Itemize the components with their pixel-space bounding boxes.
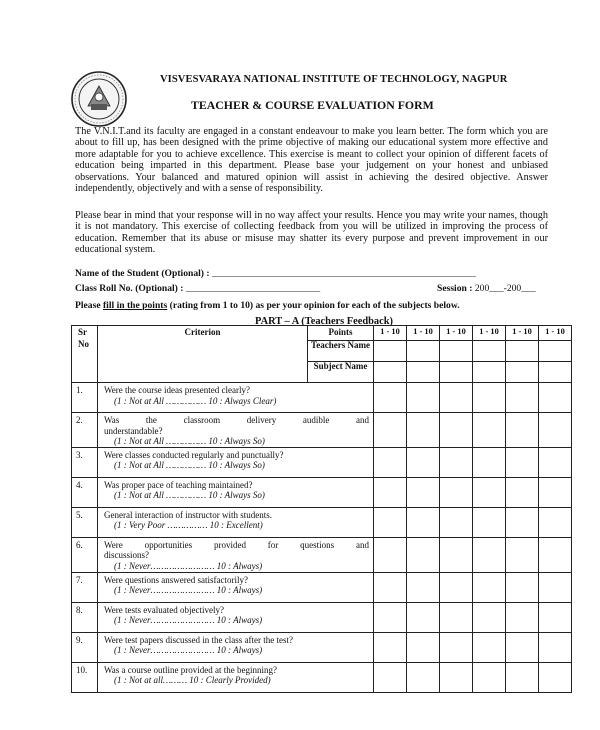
question-text-cell — [98, 413, 374, 448]
question-row — [72, 537, 572, 572]
question-text-cell — [98, 507, 374, 537]
question-text: Was the classroom delivery audible and — [104, 415, 369, 425]
question-text: Were questions answered satisfactorily? — [104, 574, 248, 585]
rating-cell[interactable] — [506, 602, 539, 632]
question-row — [72, 383, 572, 413]
question-row — [72, 447, 572, 477]
rating-cell[interactable] — [473, 572, 506, 602]
rating-cell[interactable] — [539, 507, 572, 537]
rating-cell[interactable] — [407, 602, 440, 632]
roll-no-field[interactable] — [75, 283, 320, 294]
teacher-name-cell[interactable] — [440, 341, 473, 362]
question-row — [72, 662, 572, 692]
rating-cell[interactable] — [473, 662, 506, 692]
teachers-name-header: Teachers Name — [308, 341, 374, 362]
rating-cell[interactable] — [506, 413, 539, 448]
rating-cell[interactable] — [506, 662, 539, 692]
rating-cell[interactable] — [374, 447, 407, 477]
rating-cell[interactable] — [539, 572, 572, 602]
rating-cell[interactable] — [440, 507, 473, 537]
roll-no-line[interactable]: ____________________________ — [185, 283, 321, 294]
question-scale: (1 : Never…………………… 10 : Always) — [114, 615, 263, 626]
rating-cell[interactable] — [539, 602, 572, 632]
question-number: 1. — [72, 383, 98, 413]
rating-cell[interactable] — [407, 632, 440, 662]
rating-cell[interactable] — [374, 477, 407, 507]
question-text: Were opportunities provided for questions and — [104, 539, 369, 550]
intro-paragraph-1: The V.N.I.T.and its faculty are engaged in a constant endeavour to make you learn better. The form which you are about to fill up, has been designed with the prime objective of making our educational system more effective and more adaptable for you to achieve excellence. This exercise is meant to collect your opinion of different facets of education being imparted in this department. Please base your judgement on your honest and unbiased observations. Your balanced and matured opinion will assist in achieving the desired objective. Answer independently, objectively and with a sense of responsibility. — [75, 126, 548, 195]
rating-cell[interactable] — [506, 383, 539, 413]
question-row — [72, 632, 572, 662]
rating-cell[interactable] — [539, 662, 572, 692]
question-number: 3. — [72, 447, 98, 477]
subject-name-cell[interactable] — [407, 362, 440, 383]
student-name-label: Name of the Student (Optional) : — [75, 268, 210, 279]
institute-seal-icon — [70, 70, 128, 128]
teacher-name-cell[interactable] — [407, 341, 440, 362]
question-text-cell — [98, 383, 374, 413]
rating-cell[interactable] — [506, 477, 539, 507]
student-name-field[interactable] — [75, 268, 476, 279]
rating-cell[interactable] — [473, 632, 506, 662]
subject-name-header: Subject Name — [308, 362, 374, 383]
question-scale: (1 : Never…………………… 10 : Always) — [114, 645, 263, 656]
question-scale: (1 : Never…………………… 10 : Always) — [114, 560, 263, 571]
question-scale: (1 : Not at All …………… 10 : Always So) — [114, 436, 265, 447]
session-label: Session : — [437, 283, 473, 294]
rating-cell[interactable] — [374, 662, 407, 692]
question-text: Were tests evaluated objectively? — [104, 604, 224, 615]
question-scale: (1 : Not at All …………… 10 : Always So) — [114, 490, 265, 501]
rating-header: 1 - 10 — [440, 326, 473, 341]
question-text-cell — [98, 662, 374, 692]
sr-no-header: Sr No — [72, 326, 98, 383]
rating-instructions — [75, 300, 460, 311]
rating-cell[interactable] — [407, 537, 440, 572]
rating-cell[interactable] — [506, 507, 539, 537]
rating-cell[interactable] — [407, 572, 440, 602]
question-row — [72, 507, 572, 537]
question-number: 7. — [72, 572, 98, 602]
rating-cell[interactable] — [539, 413, 572, 448]
rating-cell[interactable] — [407, 507, 440, 537]
rating-cell[interactable] — [374, 383, 407, 413]
rating-header: 1 - 10 — [374, 326, 407, 341]
rating-cell[interactable] — [407, 477, 440, 507]
instructions-underlined: fill in the points — [102, 300, 168, 311]
subject-name-cell[interactable] — [374, 362, 407, 383]
rating-cell[interactable] — [374, 602, 407, 632]
question-row — [72, 413, 572, 448]
rating-cell[interactable] — [506, 632, 539, 662]
instructions-prefix: Please — [75, 300, 103, 311]
rating-cell[interactable] — [473, 507, 506, 537]
criterion-header: Criterion — [98, 326, 308, 383]
rating-cell[interactable] — [473, 413, 506, 448]
subject-name-cell[interactable] — [539, 362, 572, 383]
rating-cell[interactable] — [374, 507, 407, 537]
question-text: General interaction of instructor with students. — [104, 509, 272, 520]
rating-cell[interactable] — [539, 632, 572, 662]
rating-cell[interactable] — [473, 602, 506, 632]
points-header: Points — [308, 326, 374, 341]
question-text-cell — [98, 477, 374, 507]
teacher-name-cell[interactable] — [539, 341, 572, 362]
question-scale: (1 : Very Poor …………… 10 : Excellent) — [114, 520, 263, 531]
rating-cell[interactable] — [473, 383, 506, 413]
rating-cell[interactable] — [374, 537, 407, 572]
form-title: TEACHER & COURSE EVALUATION FORM — [191, 98, 434, 112]
question-scale: (1 : Not at all……… 10 : Clearly Provided) — [114, 675, 271, 686]
intro-paragraph-2: Please bear in mind that your response will in no way affect your results. Hence you may write your names, though it is not mandatory. This exercise of collecting feedback from you will be utilized in improving the process of education. Remember that its abuse or misuse may shatter its every purpose and prevent improvement in our educational system. — [75, 210, 548, 256]
question-scale: (1 : Never…………………… 10 : Always) — [114, 585, 263, 596]
rating-header: 1 - 10 — [506, 326, 539, 341]
rating-cell[interactable] — [440, 537, 473, 572]
rating-cell[interactable] — [440, 632, 473, 662]
teacher-name-cell[interactable] — [473, 341, 506, 362]
rating-cell[interactable] — [506, 572, 539, 602]
subject-name-cell[interactable] — [473, 362, 506, 383]
question-text-cell — [98, 572, 374, 602]
rating-cell[interactable] — [374, 632, 407, 662]
rating-header: 1 - 10 — [407, 326, 440, 341]
session-field[interactable] — [437, 283, 536, 294]
question-text-cell — [98, 447, 374, 477]
question-text: Was a course outline provided at the beginning? — [104, 664, 277, 675]
rating-cell[interactable] — [506, 447, 539, 477]
question-number: 4. — [72, 477, 98, 507]
rating-cell[interactable] — [539, 383, 572, 413]
student-name-line[interactable]: _______________________________________________________ — [211, 268, 476, 279]
question-row — [72, 572, 572, 602]
rating-cell[interactable] — [506, 537, 539, 572]
rating-cell[interactable] — [440, 572, 473, 602]
rating-cell[interactable] — [539, 477, 572, 507]
question-text-cell — [98, 537, 374, 572]
question-row — [72, 602, 572, 632]
rating-cell[interactable] — [473, 537, 506, 572]
question-number: 6. — [72, 537, 98, 572]
rating-header: 1 - 10 — [473, 326, 506, 341]
question-text: Was proper pace of teaching maintained? — [104, 479, 253, 490]
question-scale: (1 : Not at All …………… 10 : Always So) — [114, 460, 265, 471]
question-row — [72, 477, 572, 507]
instructions-suffix: (rating from 1 to 10) as per your opinion for each of the subjects below. — [167, 300, 460, 311]
question-text-cell — [98, 602, 374, 632]
question-number: 10. — [72, 662, 98, 692]
question-text-continued: understandable? — [104, 425, 163, 436]
question-number: 8. — [72, 602, 98, 632]
question-number: 2. — [72, 413, 98, 448]
part-a-title: PART – A (Teachers Feedback) — [255, 316, 393, 327]
session-value[interactable]: 200___-200___ — [474, 283, 536, 294]
teacher-name-cell[interactable] — [506, 341, 539, 362]
rating-cell[interactable] — [407, 447, 440, 477]
rating-cell[interactable] — [440, 447, 473, 477]
rating-cell[interactable] — [440, 383, 473, 413]
rating-cell[interactable] — [473, 477, 506, 507]
feedback-table — [71, 325, 572, 693]
subject-name-cell[interactable] — [440, 362, 473, 383]
rating-header: 1 - 10 — [539, 326, 572, 341]
rating-cell[interactable] — [539, 447, 572, 477]
subject-name-cell[interactable] — [506, 362, 539, 383]
rating-cell[interactable] — [473, 447, 506, 477]
rating-cell[interactable] — [374, 572, 407, 602]
question-text-cell — [98, 632, 374, 662]
question-number: 5. — [72, 507, 98, 537]
rating-cell[interactable] — [407, 662, 440, 692]
rating-cell[interactable] — [374, 413, 407, 448]
rating-cell[interactable] — [440, 662, 473, 692]
institute-name: VISVESVARAYA NATIONAL INSTITUTE OF TECHNOLOGY, NAGPUR — [160, 74, 508, 85]
question-text: Were classes conducted regularly and punctually? — [104, 449, 284, 460]
teacher-name-cell[interactable] — [374, 341, 407, 362]
question-text-continued: discussions? — [104, 550, 149, 561]
rating-cell[interactable] — [440, 477, 473, 507]
question-number: 9. — [72, 632, 98, 662]
question-text: Were the course ideas presented clearly? — [104, 385, 250, 395]
rating-cell[interactable] — [539, 537, 572, 572]
rating-cell[interactable] — [440, 602, 473, 632]
rating-cell[interactable] — [440, 413, 473, 448]
rating-cell[interactable] — [407, 413, 440, 448]
rating-cell[interactable] — [407, 383, 440, 413]
question-scale: (1 : Not at All …………… 10 : Always Clear) — [114, 395, 277, 406]
roll-no-label: Class Roll No. (Optional) : — [75, 283, 184, 294]
question-text: Were test papers discussed in the class after the test? — [104, 634, 293, 645]
